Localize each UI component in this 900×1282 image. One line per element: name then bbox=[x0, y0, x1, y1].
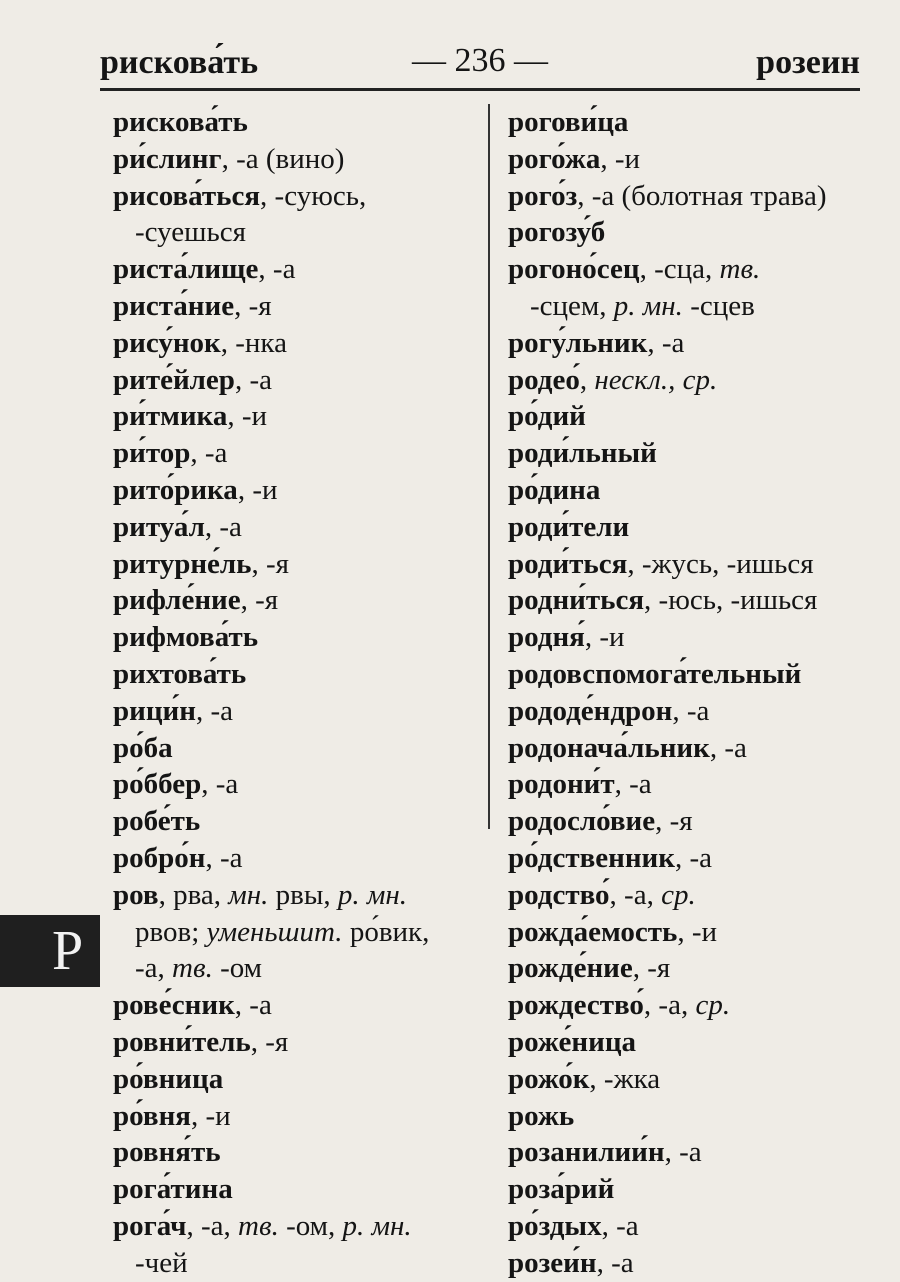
dictionary-entry bbox=[508, 104, 858, 141]
grammar-note: , -и bbox=[677, 915, 717, 948]
grammar-note: -ом, bbox=[278, 1209, 343, 1242]
label-italic: р. мн. bbox=[613, 289, 683, 322]
dictionary-entry bbox=[113, 362, 483, 399]
headword: роди́льный bbox=[508, 437, 657, 470]
headword: родство́ bbox=[508, 878, 610, 911]
grammar-note: , -а bbox=[234, 989, 272, 1022]
dictionary-entry bbox=[113, 251, 483, 288]
dictionary-entry bbox=[508, 472, 858, 509]
dictionary-entry bbox=[508, 1134, 858, 1171]
headword: ро́дина bbox=[508, 473, 601, 506]
dictionary-entry bbox=[508, 1245, 858, 1282]
headword: рога́ч bbox=[113, 1209, 187, 1242]
entry-continuation bbox=[113, 950, 483, 987]
headword: ро́здых bbox=[508, 1209, 602, 1242]
dictionary-entry bbox=[113, 1171, 483, 1208]
grammar-note: -чей bbox=[135, 1246, 188, 1279]
headword: рого́жа bbox=[508, 142, 601, 175]
headword: ров bbox=[113, 878, 159, 911]
headword: родовспомога́тельный bbox=[508, 657, 802, 690]
grammar-note: ро́вик, bbox=[342, 915, 430, 948]
dictionary-entry bbox=[508, 546, 858, 583]
grammar-note: , -а bbox=[258, 253, 296, 286]
grammar-note: , -и bbox=[584, 621, 625, 654]
dictionary-entry bbox=[508, 766, 858, 803]
headword: розанилии́н bbox=[508, 1136, 665, 1169]
headword: ро́дственник bbox=[508, 841, 675, 874]
dictionary-entry bbox=[113, 141, 483, 178]
headword: ритурне́ль bbox=[113, 547, 252, 580]
headword: рискова́ть bbox=[113, 106, 248, 138]
grammar-note: , -а bbox=[674, 841, 712, 874]
grammar-note: , -а bbox=[195, 694, 233, 727]
headword: роди́тели bbox=[508, 510, 630, 543]
dictionary-entry bbox=[508, 362, 858, 399]
headword: рожда́емость bbox=[508, 915, 678, 948]
label-italic: р. мн. bbox=[342, 1209, 412, 1242]
grammar-note: , -а (болотная трава) bbox=[577, 179, 827, 212]
grammar-note: рвы, bbox=[268, 878, 338, 911]
grammar-note: , -жка bbox=[589, 1062, 661, 1095]
headword: робе́ть bbox=[113, 805, 201, 838]
grammar-note: , -я bbox=[632, 952, 671, 985]
grammar-note: , -а, bbox=[186, 1209, 239, 1242]
dictionary-entry bbox=[508, 1061, 858, 1098]
headword: родосло́вие bbox=[508, 805, 656, 838]
grammar-note: -ом bbox=[212, 952, 263, 985]
headword: ро́ба bbox=[113, 731, 173, 764]
grammar-note: , -а bbox=[614, 768, 652, 801]
grammar-note: , -я bbox=[251, 547, 290, 580]
headword: рожь bbox=[508, 1099, 575, 1132]
grammar-note: , рва, bbox=[158, 878, 229, 911]
grammar-note: , -я bbox=[250, 1025, 289, 1058]
label-italic: мн. bbox=[228, 878, 269, 911]
headword: робро́н bbox=[113, 841, 206, 874]
dictionary-entry bbox=[113, 1134, 483, 1171]
grammar-note: , -а bbox=[672, 694, 710, 727]
headword: рите́йлер bbox=[113, 363, 235, 396]
dictionary-entry bbox=[113, 730, 483, 767]
label-italic: нескл., ср. bbox=[594, 363, 718, 396]
entry-continuation bbox=[113, 1245, 483, 1282]
grammar-note: , -и bbox=[227, 400, 268, 433]
grammar-note: -суешься bbox=[135, 216, 246, 249]
headword: родонача́льник bbox=[508, 731, 710, 764]
headword: родео́ bbox=[508, 363, 580, 396]
grammar-note: -сцем, bbox=[530, 289, 614, 322]
grammar-note: , -нка bbox=[220, 326, 287, 359]
dictionary-entry bbox=[113, 546, 483, 583]
page-number: — 236 — bbox=[412, 42, 548, 79]
label-italic: уменьшит. bbox=[206, 915, 343, 948]
dictionary-entry bbox=[508, 435, 858, 472]
grammar-note: , -а bbox=[205, 841, 243, 874]
dictionary-entry bbox=[113, 840, 483, 877]
headword: ро́вня bbox=[113, 1099, 191, 1132]
headword: роза́рий bbox=[508, 1173, 615, 1206]
grammar-note: , -я bbox=[234, 289, 272, 322]
dictionary-entry bbox=[508, 178, 858, 215]
dictionary-entry bbox=[113, 509, 483, 546]
headword: рождество́ bbox=[508, 989, 644, 1022]
dictionary-entry bbox=[113, 1061, 483, 1098]
dictionary-entry bbox=[508, 987, 858, 1024]
headword: рогоно́сец bbox=[508, 253, 640, 286]
headword: родни́ться bbox=[508, 584, 645, 617]
label-italic: ср. bbox=[661, 878, 696, 911]
grammar-note: , -а bbox=[190, 437, 228, 470]
grammar-note: , -а bbox=[596, 1246, 634, 1279]
headword: риста́лище bbox=[113, 253, 259, 286]
headword: рове́сник bbox=[113, 989, 235, 1022]
headword: рогозу́б bbox=[508, 216, 606, 249]
headword: рогу́льник bbox=[508, 326, 648, 359]
label-italic: тв. bbox=[172, 952, 213, 985]
grammar-note: , -а bbox=[201, 768, 239, 801]
grammar-note: -сцев bbox=[682, 289, 755, 322]
headword: ровня́ть bbox=[113, 1136, 221, 1169]
grammar-note: , -я bbox=[655, 805, 693, 838]
headword: ро́ббер bbox=[113, 768, 202, 801]
grammar-note: рвов; bbox=[135, 915, 207, 948]
dictionary-entry bbox=[508, 214, 858, 251]
grammar-note: , -а bbox=[664, 1136, 702, 1169]
dictionary-entry bbox=[508, 1208, 858, 1245]
dictionary-entry bbox=[508, 877, 858, 914]
dictionary-entry bbox=[113, 104, 483, 141]
headword: рито́рика bbox=[113, 473, 238, 506]
headword: ри́тмика bbox=[113, 400, 228, 433]
headword: рихтова́ть bbox=[113, 657, 247, 690]
dictionary-entry bbox=[113, 472, 483, 509]
dictionary-entry bbox=[113, 325, 483, 362]
grammar-note: , -а bbox=[234, 363, 272, 396]
thumb-index-tab bbox=[0, 915, 100, 987]
dictionary-entry bbox=[508, 803, 858, 840]
running-header bbox=[100, 40, 860, 91]
dictionary-entry bbox=[113, 1024, 483, 1061]
dictionary-entry bbox=[508, 1171, 858, 1208]
label-italic: р. мн. bbox=[337, 878, 408, 911]
headword: ри́слинг bbox=[113, 142, 222, 175]
dictionary-entry bbox=[508, 582, 858, 619]
headword: роже́ница bbox=[508, 1025, 637, 1058]
label-italic: ср. bbox=[695, 989, 731, 1022]
headword: рици́н bbox=[113, 694, 196, 727]
grammar-note: , -сца, bbox=[639, 253, 720, 286]
dictionary-entry bbox=[508, 325, 858, 362]
dictionary-entry bbox=[113, 178, 483, 215]
dictionary-entry bbox=[113, 1098, 483, 1135]
headword: рожде́ние bbox=[508, 952, 633, 985]
grammar-note: , -и bbox=[190, 1099, 231, 1132]
dictionary-entry bbox=[113, 877, 483, 914]
thumb-index-letter: Р bbox=[52, 920, 84, 982]
grammar-note: , -а bbox=[709, 731, 747, 764]
headword: рифмова́ть bbox=[113, 621, 259, 654]
entry-continuation bbox=[508, 288, 858, 325]
headword: ро́дий bbox=[508, 400, 586, 433]
dictionary-entry bbox=[113, 435, 483, 472]
grammar-note: , -я bbox=[240, 584, 279, 617]
headword: рифле́ние bbox=[113, 584, 241, 617]
headword: роди́ться bbox=[508, 547, 628, 580]
dictionary-entry bbox=[508, 840, 858, 877]
left-column bbox=[113, 104, 483, 1282]
headword: родони́т bbox=[508, 768, 615, 801]
grammar-note: , -а bbox=[601, 1209, 639, 1242]
headword: ритуа́л bbox=[113, 510, 205, 543]
right-column bbox=[508, 104, 858, 1282]
dictionary-entry bbox=[508, 950, 858, 987]
dictionary-entry bbox=[508, 1098, 858, 1135]
dictionary-entry bbox=[113, 693, 483, 730]
dictionary-entry bbox=[113, 1208, 483, 1245]
headword: рога́тина bbox=[113, 1173, 233, 1206]
entry-continuation bbox=[113, 914, 483, 951]
dictionary-entry bbox=[508, 619, 858, 656]
grammar-note: , -а, bbox=[643, 989, 696, 1022]
dictionary-entry bbox=[508, 656, 858, 693]
grammar-note: -а, bbox=[135, 952, 173, 985]
grammar-note: , bbox=[579, 363, 595, 396]
label-italic: тв. bbox=[238, 1209, 279, 1242]
headword: риста́ние bbox=[113, 289, 235, 322]
grammar-note: , -суюсь, bbox=[260, 179, 367, 212]
dictionary-entry bbox=[508, 251, 858, 288]
column-divider bbox=[488, 104, 490, 829]
dictionary-entry bbox=[113, 803, 483, 840]
headword: рододе́ндрон bbox=[508, 694, 673, 727]
dictionary-entry bbox=[113, 288, 483, 325]
grammar-note: , -и bbox=[237, 473, 278, 506]
dictionary-entry bbox=[508, 730, 858, 767]
dictionary-entry bbox=[113, 582, 483, 619]
headword: розеи́н bbox=[508, 1246, 597, 1279]
dictionary-entry bbox=[113, 987, 483, 1024]
dictionary-entry bbox=[508, 398, 858, 435]
grammar-note: , -юсь, -ишься bbox=[644, 584, 818, 617]
label-italic: тв. bbox=[719, 253, 761, 286]
headword: рого́з bbox=[508, 179, 578, 212]
dictionary-entry bbox=[113, 656, 483, 693]
grammar-note: , -а bbox=[647, 326, 685, 359]
headword: ровни́тель bbox=[113, 1025, 251, 1058]
dictionary-entry bbox=[508, 693, 858, 730]
headword: рожо́к bbox=[508, 1062, 590, 1095]
dictionary-entry bbox=[508, 1024, 858, 1061]
dictionary-entry bbox=[113, 619, 483, 656]
dictionary-entry bbox=[508, 141, 858, 178]
headword: родня́ bbox=[508, 621, 585, 654]
grammar-note: , -а bbox=[204, 510, 242, 543]
headword: рогови́ца bbox=[508, 106, 629, 138]
headword: рису́нок bbox=[113, 326, 221, 359]
dictionary-entry bbox=[113, 766, 483, 803]
dictionary-entry bbox=[113, 398, 483, 435]
headword: рисова́ться bbox=[113, 179, 261, 212]
dictionary-entry bbox=[508, 509, 858, 546]
header-last-word: розеин bbox=[756, 44, 860, 81]
headword: ро́вница bbox=[113, 1062, 224, 1095]
grammar-note: , -а, bbox=[609, 878, 662, 911]
header-first-word: рискова́ть bbox=[100, 44, 259, 81]
dictionary-entry bbox=[508, 914, 858, 951]
grammar-note: , -а (вино) bbox=[221, 142, 345, 175]
headword: ри́тор bbox=[113, 437, 191, 470]
grammar-note: , -и bbox=[600, 142, 641, 175]
grammar-note: , -жусь, -ишься bbox=[627, 547, 814, 580]
entry-continuation bbox=[113, 214, 483, 251]
